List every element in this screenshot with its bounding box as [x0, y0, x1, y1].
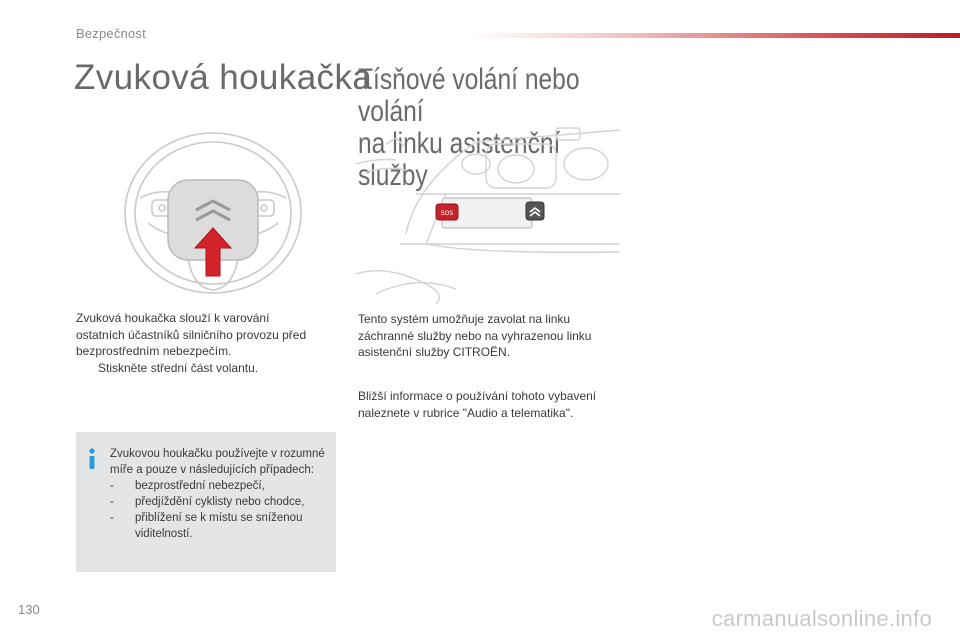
- horn-instruction-text: Stiskněte střední část volantu.: [98, 360, 259, 375]
- page-title-horn: Zvuková houkačka: [74, 58, 373, 97]
- section-label: Bezpečnost: [76, 26, 146, 41]
- info-box: [76, 432, 336, 572]
- sos-button-label: SOS: [440, 210, 454, 217]
- horn-desc-line: bezprostředním nebezpečím.: [76, 344, 232, 358]
- horn-desc-line: ostatních účastníků silničního provozu před: [76, 327, 307, 342]
- roof-console-sos-illustration: [356, 124, 620, 304]
- emergency-description: Tento systém umožňuje zavolat na linku záchranné služby nebo na vyhrazenou linku asistenční služby CITROËN.: [358, 312, 592, 359]
- list-item: - předjíždění cyklisty nebo chodce,: [110, 496, 305, 508]
- list-item: - přiblížení se k místu se sníženou viditelností.: [110, 512, 303, 540]
- title-line-2: na linku asistenční služby: [358, 127, 561, 192]
- page-number: 130: [18, 602, 40, 617]
- info-text: [110, 446, 328, 542]
- header-accent-bar: [470, 33, 960, 38]
- horn-instruction: [76, 360, 336, 377]
- steering-wheel-horn-illustration: [118, 128, 308, 298]
- horn-description: [76, 310, 336, 376]
- info-intro: Zvukovou houkačku používejte v rozumné míře a pouze v následujících případech:: [110, 448, 325, 476]
- list-item: - bezprostřední nebezpečí,: [110, 480, 265, 492]
- watermark: carmanualsonline.info: [711, 606, 932, 631]
- title-line-1: Tísňové volání nebo volání: [358, 63, 580, 128]
- horn-desc-line: Zvuková houkačka slouží k varování: [76, 311, 270, 325]
- info-icon: [86, 448, 98, 470]
- emergency-more-info: Bližší informace o používání tohoto vybavení naleznete v rubrice "Audio a telematika".: [358, 389, 597, 420]
